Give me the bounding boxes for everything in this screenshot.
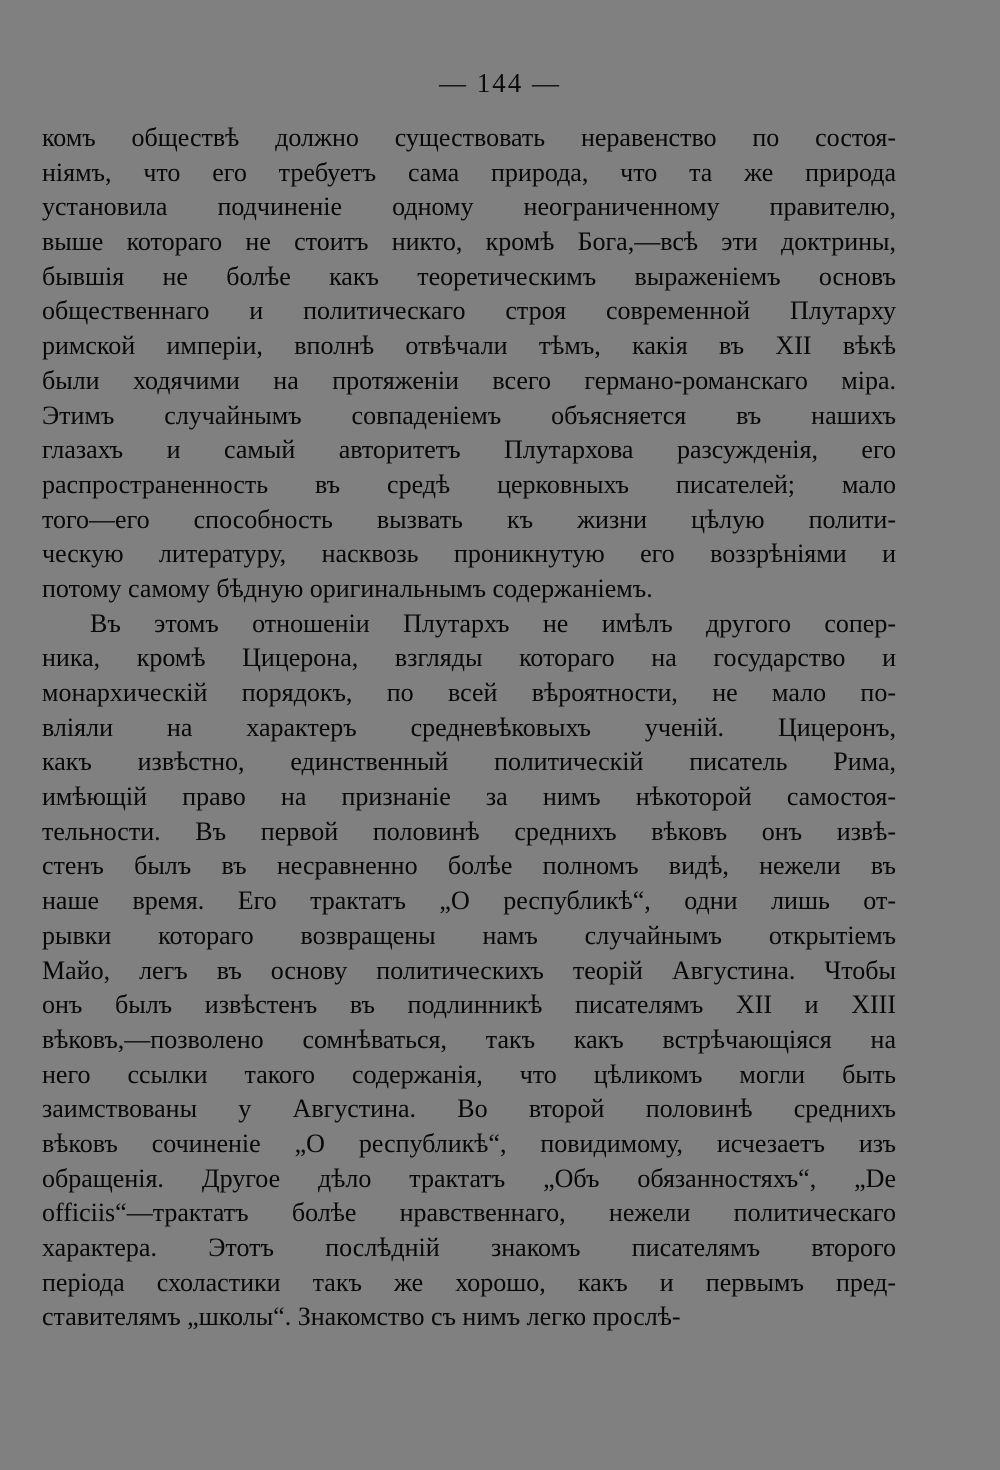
text-line: Этимъ случайнымъ совпаденіемъ объясняется въ нашихъ [42,400,896,430]
text-line: какъ извѣстно, единственный политическій писатель Рима, [42,747,896,777]
text-line: стенъ былъ въ несравненно болѣе полномъ видѣ, нежели въ [42,851,896,881]
text-line: общественнаго и политическаго строя современной Плутарху [42,296,896,326]
text-line: монархическій порядокъ, по всей вѣроятности, не мало по- [42,678,896,707]
text-line: того—его способность вызвать къ жизни цѣлую полити- [42,504,896,534]
page-number: — 144 — [439,68,561,98]
text-line: вѣковъ,—позволено сомнѣваться, такъ какъ встрѣчающіяся на [42,1024,896,1054]
text-line: римской имперіи, вполнѣ отвѣчали тѣмъ, какія въ XII вѣкѣ [42,331,896,361]
text-line: officiis“—трактатъ болѣе нравственнаго, нежели политическаго [42,1198,896,1228]
text-line: наше время. Его трактатъ „О республикѣ“, одни лишь от- [42,886,896,916]
text-line: Майо, легъ въ основу политическихъ теорій Августина. Чтобы [42,955,896,985]
text-line: періода схоластики такъ же хорошо, какъ и первымъ пред- [42,1267,896,1297]
text-line: были ходячими на протяженіи всего германо-романскаго міра. [42,365,896,395]
text-line: ника, кромѣ Цицерона, взгляды котораго на государство и [42,643,896,673]
text-line: распространенность въ средѣ церковныхъ писателей; мало [42,469,896,499]
text-line: заимствованы у Августина. Во второй половинѣ среднихъ [42,1094,896,1124]
text-line: бывшія не болѣе какъ теоретическимъ выраженіемъ основъ [42,261,896,291]
text-line: ніямъ, что его требуетъ сама природа, что та же природа [42,157,896,187]
text-line: ставителямъ „школы“. Знакомство съ нимъ легко прослѣ- [42,1302,681,1332]
text-line: Въ этомъ отношеніи Плутархъ не имѣлъ другого сопер- [90,608,896,638]
text-line: ческую литературу, насквозь проникнутую его воззрѣніями и [42,539,896,569]
page-body-text [42,121,896,1335]
text-line: имѣющій право на признаніе за нимъ нѣкоторой самостоя- [42,782,896,812]
text-line: рывки котораго возвращены намъ случайнымъ открытіемъ [42,920,896,950]
text-line: потому самому бѣдную оригинальнымъ содержаніемъ. [42,573,653,603]
paragraph [42,121,896,607]
text-line: вліяли на характеръ средневѣковыхъ ученій. Цицеронъ, [42,712,896,742]
text-line: тельности. Въ первой половинѣ среднихъ вѣковъ онъ извѣ- [42,816,896,846]
paragraph [42,607,896,1335]
text-line: глазахъ и самый авторитетъ Плутархова разсужденія, его [42,435,896,465]
text-line: онъ былъ извѣстенъ въ подлинникѣ писателямъ XII и XIII [42,990,896,1020]
text-line: характера. Этотъ послѣдній знакомъ писателямъ второго [42,1233,896,1262]
text-line: обращенія. Другое дѣло трактатъ „Объ обязанностяхъ“, „De [42,1163,896,1193]
text-line: установила подчиненіе одному неограниченному правителю, [42,192,896,222]
text-line: выше котораго не стоитъ никто, кромѣ Бога,—всѣ эти доктрины, [42,227,896,257]
text-line: него ссылки такого содержанія, что цѣликомъ могли быть [42,1059,896,1089]
text-line: вѣковъ сочиненіе „О республикѣ“, повидимому, исчезаетъ изъ [42,1128,896,1158]
text-line: комъ обществѣ должно существовать неравенство по состоя- [42,123,896,152]
